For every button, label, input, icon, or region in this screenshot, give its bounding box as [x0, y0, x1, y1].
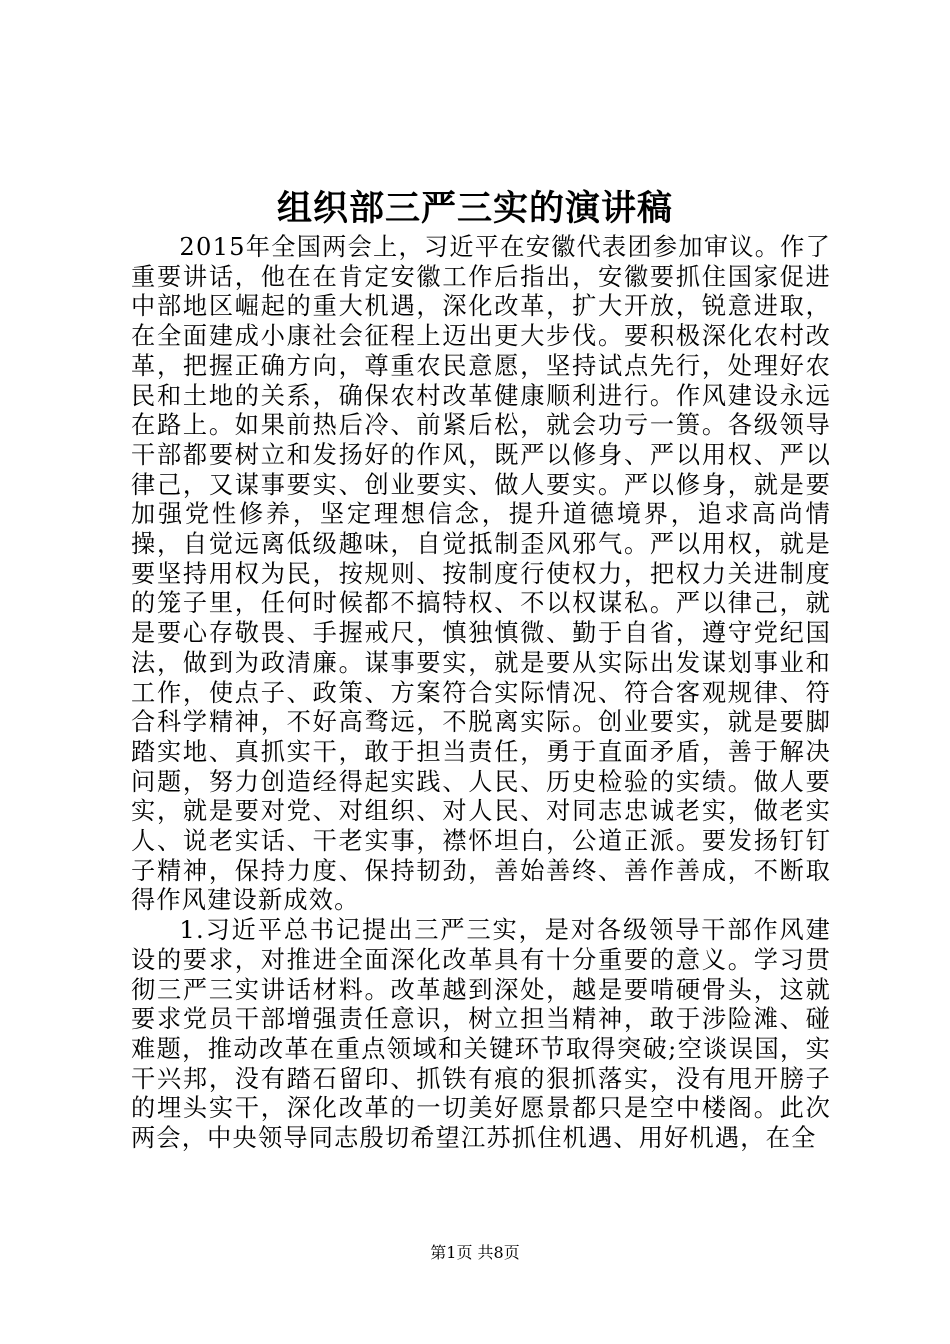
document-body [131, 233, 831, 1154]
body-paragraph-2: 1.习近平总书记提出三严三实，是对各级领导干部作风建设的要求，对推进全面深化改革具有十分重要的意义。学习贯彻三严三实讲话材料。改革越到深处，越是要啃硬骨头，这就要求党员干部增强责任意识，树立担当精神，敢于涉险滩、碰难题，推动改革在重点领域和关键环节取得突破;空谈误国，实干兴邦，没有踏石留印、抓铁有痕的狠抓落实，没有甩开膀子的埋头实干，深化改革的一切美好愿景都只是空中楼阁。此次两会，中央领导同志殷切希望江苏抓住机遇、用好机遇，在全 [131, 916, 831, 1153]
body-paragraph-1: 2015年全国两会上，习近平在安徽代表团参加审议。作了重要讲话，他在在肯定安徽工作后指出，安徽要抓住国家促进中部地区崛起的重大机遇，深化改革，扩大开放，锐意进取，在全面建成小康社会征程上迈出更大步伐。要积极深化农村改革，把握正确方向，尊重农民意愿，坚持试点先行，处理好农民和土地的关系，确保农村改革健康顺利进行。作风建设永远在路上。如果前热后冷、前紧后松，就会功亏一篑。各级领导干部都要树立和发扬好的作风，既严以修身、严以用权、严以律己，又谋事要实、创业要实、做人要实。严以修身，就是要加强党性修养，坚定理想信念，提升道德境界，追求高尚情操，自觉远离低级趣味，自觉抵制歪风邪气。严以用权，就是要坚持用权为民，按规则、按制度行使权力，把权力关进制度的笼子里，任何时候都不搞特权、不以权谋私。严以律己，就是要心存敬畏、手握戒尺，慎独慎微、勤于自省，遵守党纪国法，做到为政清廉。谋事要实，就是要从实际出发谋划事业和工作，使点子、政策、方案符合实际情况、符合客观规律、符合科学精神，不好高骛远，不脱离实际。创业要实，就是要脚踏实地、真抓实干，敢于担当责任，勇于直面矛盾，善于解决问题，努力创造经得起实践、人民、历史检验的实绩。做人要实，就是要对党、对组织、对人民、对同志忠诚老实，做老实人、说老实话、干老实事，襟怀坦白，公道正派。要发扬钉钉子精神，保持力度、保持韧劲，善始善终、善作善成，不断取得作风建设新成效。 [131, 233, 831, 915]
page-footer: 第1页 共8页 [430, 1243, 520, 1262]
document-title: 组织部三严三实的演讲稿 [276, 189, 673, 229]
